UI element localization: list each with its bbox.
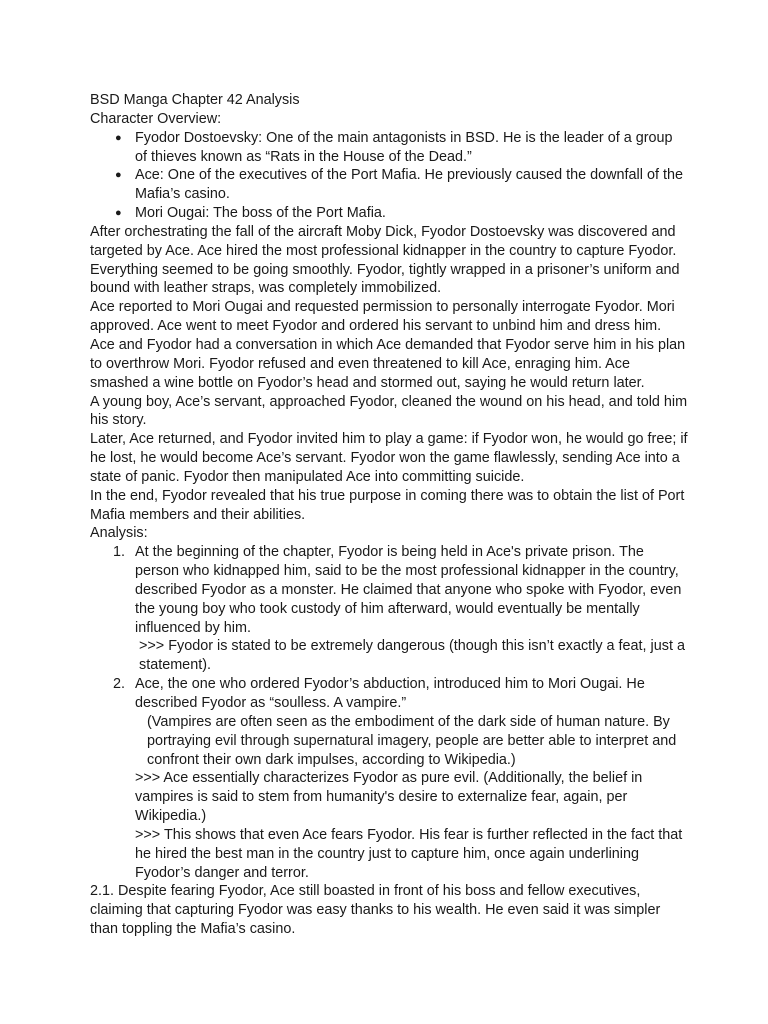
analysis-text: Ace, the one who ordered Fyodor’s abduction, introduced him to Mori Ougai. He described Fyodor as “soulless. A vampire.”: [135, 676, 645, 711]
bullet-icon: ●: [115, 169, 122, 182]
analysis-note: >>> Fyodor is stated to be extremely dangerous (though this isn’t exactly a feat, just a statement).: [139, 638, 685, 674]
bullet-icon: ●: [115, 131, 122, 144]
final-paragraph: 2.1. Despite fearing Fyodor, Ace still boasted in front of his boss and fellow executives, claiming that capturing Fyodor was easy thanks to his wealth. He even said it was simpler than toppling the Mafia’s casino.: [90, 883, 661, 938]
summary-paragraph: After orchestrating the fall of the aircraft Moby Dick, Fyodor Dostoevsky was discovered and targeted by Ace. Ace hired the most professional kidnapper in the country to capture Fyodor. Everything seemed to be going smoothly. Fyodor, tightly wrapped in a prisoner’s uniform and bound with leather straps, was completely immobilized.: [90, 223, 680, 297]
analysis-heading: Analysis:: [90, 525, 148, 542]
analysis-note: >>> Ace essentially characterizes Fyodor as pure evil. (Additionally, the belief in vampires is said to stem from humanity's desire to externalize fear, again, per Wikipedia.): [135, 770, 643, 825]
summary-paragraph: Later, Ace returned, and Fyodor invited him to play a game: if Fyodor won, he would go free; if he lost, he would become Ace’s servant. Fyodor won the game flawlessly, sending Ace into a state of panic. Fyodor then manipulated Ace into committing suicide.: [90, 431, 688, 485]
item-number: 1.: [113, 544, 126, 561]
summary-paragraph: Ace and Fyodor had a conversation in which Ace demanded that Fyodor serve him in his plan to overthrow Mori. Fyodor refused and even threatened to kill Ace, enraging him. Ace smashed a wine bottle on Fyodor’s head and stormed out, saying he would return later.: [90, 336, 686, 391]
summary-paragraph: A young boy, Ace’s servant, approached Fyodor, cleaned the wound on his head, and told him his story.: [90, 393, 688, 429]
summary-paragraph: In the end, Fyodor revealed that his true purpose in coming there was to obtain the list of Port Mafia members and their abilities.: [90, 487, 685, 523]
document-title: BSD Manga Chapter 42 Analysis: [90, 92, 300, 108]
overview-heading: Character Overview:: [90, 110, 222, 127]
character-list: [90, 129, 688, 223]
bullet-icon: ●: [115, 207, 122, 220]
analysis-list: [90, 543, 688, 882]
analysis-note: >>> This shows that even Ace fears Fyodor. His fear is further reflected in the fact that he hired the best man in the country just to capture him, once again underlining Fyodor’s danger and terror.: [135, 826, 683, 881]
analysis-item: [90, 543, 688, 675]
list-item: ● Mori Ougai: The boss of the Port Mafia.: [115, 205, 386, 222]
list-item: ● Ace: One of the executives of the Port Mafia. He previously caused the downfall of the Mafia’s casino.: [115, 167, 683, 203]
list-item: ● Fyodor Dostoevsky: One of the main antagonists in BSD. He is the leader of a group of thieves known as “Rats in the House of the Dead.”: [115, 129, 673, 165]
summary-paragraph: Ace reported to Mori Ougai and requested permission to personally interrogate Fyodor. Mori approved. Ace went to meet Fyodor and ordered his servant to unbind him and dress him.: [90, 299, 675, 335]
analysis-item: [90, 675, 688, 882]
analysis-text: At the beginning of the chapter, Fyodor is being held in Ace's private prison. The person who kidnapped him, said to be the most professional kidnapper in the country, described Fyodor as a monster. He claimed that anyone who spoke with Fyodor, even the young boy who took custody of him afterward, would eventually be mentally influenced by him.: [135, 544, 682, 636]
item-number: 2.: [113, 676, 126, 693]
analysis-aside: (Vampires are often seen as the embodiment of the dark side of human nature. By portraying evil through supernatural imagery, people are better able to interpret and confront their own dark impulses, according to Wikipedia.): [147, 713, 677, 768]
